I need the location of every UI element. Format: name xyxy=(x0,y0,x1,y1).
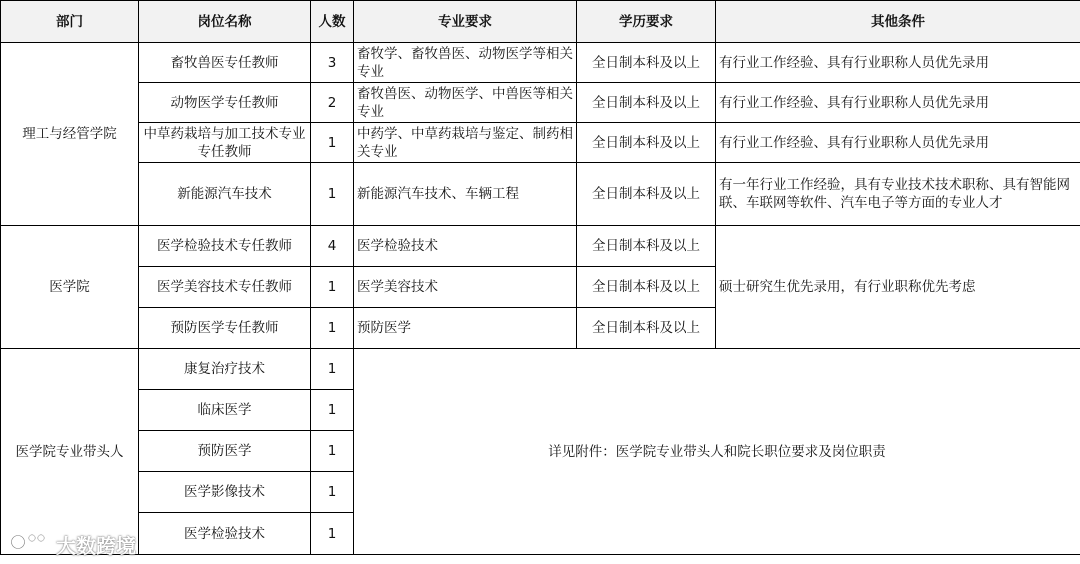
position-cell: 医学影像技术 xyxy=(139,472,311,513)
position-cell: 临床医学 xyxy=(139,390,311,431)
count-cell: 3 xyxy=(311,43,354,83)
table-row xyxy=(1,226,1080,267)
count-cell: 1 xyxy=(311,349,354,390)
count-cell: 2 xyxy=(311,83,354,123)
header-education: 学历要求 xyxy=(577,1,716,43)
education-cell: 全日制本科及以上 xyxy=(577,163,716,226)
count-cell: 1 xyxy=(311,513,354,555)
table-row xyxy=(1,83,1080,123)
other-cell: 硕士研究生优先录用，有行业职称优先考虑 xyxy=(716,226,1080,349)
education-cell: 全日制本科及以上 xyxy=(577,226,716,267)
education-cell: 全日制本科及以上 xyxy=(577,267,716,308)
count-cell: 1 xyxy=(311,267,354,308)
other-cell: 有行业工作经验、具有行业职称人员优先录用 xyxy=(716,83,1080,123)
major-cell: 新能源汽车技术、车辆工程 xyxy=(354,163,577,226)
header-major: 专业要求 xyxy=(354,1,577,43)
position-cell: 医学检验技术 xyxy=(139,513,311,555)
position-cell: 新能源汽车技术 xyxy=(139,163,311,226)
education-cell: 全日制本科及以上 xyxy=(577,308,716,349)
major-cell: 畜牧兽医、动物医学、中兽医等相关专业 xyxy=(354,83,577,123)
position-cell: 中草药栽培与加工技术专业专任教师 xyxy=(139,123,311,163)
watermark-text: 大数跨境 xyxy=(56,533,136,558)
position-cell: 预防医学专任教师 xyxy=(139,308,311,349)
count-cell: 4 xyxy=(311,226,354,267)
note-cell: 详见附件：医学院专业带头人和院长职位要求及岗位职责 xyxy=(354,349,1080,555)
other-cell: 有行业工作经验、具有行业职称人员优先录用 xyxy=(716,123,1080,163)
header-count: 人数 xyxy=(311,1,354,43)
count-cell: 1 xyxy=(311,431,354,472)
header-other: 其他条件 xyxy=(716,1,1080,43)
table-row xyxy=(1,123,1080,163)
table-row xyxy=(1,163,1080,226)
count-cell: 1 xyxy=(311,308,354,349)
other-cell: 有行业工作经验、具有行业职称人员优先录用 xyxy=(716,43,1080,83)
major-cell: 预防医学 xyxy=(354,308,577,349)
count-cell: 1 xyxy=(311,123,354,163)
count-cell: 1 xyxy=(311,472,354,513)
dept-cell: 医学院 xyxy=(1,226,139,349)
other-cell: 有一年行业工作经验，具有专业技术技术职称、具有智能网联、车联网等软件、汽车电子等方面的专业人才 xyxy=(716,163,1080,226)
header-position: 岗位名称 xyxy=(139,1,311,43)
dept-cell: 医学院专业带头人 xyxy=(1,349,139,555)
header-row xyxy=(1,1,1080,43)
position-cell: 医学检验技术专任教师 xyxy=(139,226,311,267)
count-cell: 1 xyxy=(311,390,354,431)
education-cell: 全日制本科及以上 xyxy=(577,123,716,163)
major-cell: 医学检验技术 xyxy=(354,226,577,267)
header-dept: 部门 xyxy=(1,1,139,43)
position-cell: 预防医学 xyxy=(139,431,311,472)
position-cell: 动物医学专任教师 xyxy=(139,83,311,123)
major-cell: 医学美容技术 xyxy=(354,267,577,308)
count-cell: 1 xyxy=(311,163,354,226)
education-cell: 全日制本科及以上 xyxy=(577,83,716,123)
education-cell: 全日制本科及以上 xyxy=(577,43,716,83)
position-cell: 康复治疗技术 xyxy=(139,349,311,390)
position-cell: 医学美容技术专任教师 xyxy=(139,267,311,308)
dept-cell: 理工与经管学院 xyxy=(1,43,139,226)
table-row xyxy=(1,43,1080,83)
table-row xyxy=(1,349,1080,390)
position-cell: 畜牧兽医专任教师 xyxy=(139,43,311,83)
major-cell: 畜牧学、畜牧兽医、动物医学等相关专业 xyxy=(354,43,577,83)
major-cell: 中药学、中草药栽培与鉴定、制药相关专业 xyxy=(354,123,577,163)
